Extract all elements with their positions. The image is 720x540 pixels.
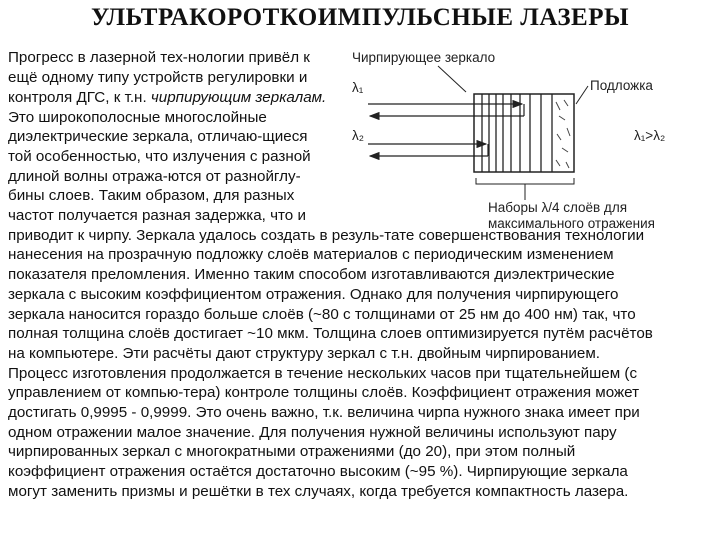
substrate-pointer-line xyxy=(576,86,588,104)
label-lambda1: λ₁ xyxy=(352,80,364,95)
label-lambda-relation: λ₁>λ₂ xyxy=(634,128,666,143)
mirror-pointer-line xyxy=(438,66,466,92)
paragraph-line: на компьютере. Эти расчёты дают структуру зеркал с т.н. двойным чирпированием. xyxy=(8,345,601,362)
paragraph-line: Это широкополосные многослойные xyxy=(8,109,267,126)
caption-line: максимального отражения xyxy=(488,216,655,231)
paragraph-line: приводит к чирпу. Зеркала удалось создать в резуль-тате совершенствования технологии xyxy=(8,227,645,244)
paragraph-line: могут заменить призмы и решётки в тех случаях, когда требуется компактность лазера. xyxy=(8,483,629,500)
paragraph-line: полная толщина слоёв достигает ~10 мкм. Толщина слоев оптимизируется путём расчётов xyxy=(8,325,653,342)
chirped-mirror-diagram xyxy=(346,44,692,234)
italic-term: чирпирующим зеркалам. xyxy=(150,89,327,106)
paragraph-line: нанесения на прозрачную подложку слоёв материалов с периодическим изменением xyxy=(8,246,614,263)
paragraph-line: коэффициент отражения остаётся достаточно высоким (~95 %). Чирпирующие зеркала xyxy=(8,463,628,480)
paragraph-line-text: контроля ДГС, к т.н. xyxy=(8,89,151,106)
caption-line: Наборы λ/4 слоёв для xyxy=(488,200,628,215)
paragraph-line: частот получается разная задержка, что и xyxy=(8,207,306,224)
paragraph-line: Процесс изготовления продолжается в течение нескольких часов при тщательнейшем (с xyxy=(8,365,638,382)
label-substrate: Подложка xyxy=(590,78,653,93)
paragraph-line: управлением от компью-тера) контроле толщины слоёв. Коэффициент отражения может xyxy=(8,384,640,401)
label-chirped-mirror: Чирпирующее зеркало xyxy=(352,50,496,65)
paragraph-line: ещё одному типу устройств регулировки и xyxy=(8,69,308,86)
label-lambda2: λ₂ xyxy=(352,128,364,143)
paragraph-line: одном отражении малое значение. Для получения нужной величины используют пару xyxy=(8,424,617,441)
paragraph-line: достигать 0,9995 - 0,9999. Это очень важно, т.к. величина чирпа нужного знака имеет при xyxy=(8,404,640,421)
layer-set-bracket xyxy=(476,178,574,200)
paragraph-line: зеркала наносится гораздо больше слоёв (~80 с толщинами от 25 нм до 400 нм) так, что xyxy=(8,306,636,323)
paragraph-line: Прогресс в лазерной тех-нологии привёл к xyxy=(8,49,310,66)
paragraph-line: той особенностью, что излучения с разной xyxy=(8,148,311,165)
lambda2-ray xyxy=(368,144,488,156)
paragraph-line: зеркала с высоким коэффициентом отражения. Однако для получения чирпирующего xyxy=(8,286,619,303)
slide-title: УЛЬТРАКОРОТКОИМПУЛЬСНЫЕ ЛАЗЕРЫ xyxy=(90,4,630,31)
caption-line xyxy=(488,234,655,235)
paragraph-line xyxy=(8,88,326,108)
paragraph-line: бины слоев. Таким образом, для разных xyxy=(8,187,295,204)
paragraph-line: диэлектрические зеркала, отличаю-щиеся xyxy=(8,128,308,145)
caption-overflow xyxy=(346,234,692,256)
paragraph-line: длиной волны отража-ются от разнойглу- xyxy=(8,168,301,185)
paragraph-line: чирпированных зеркал с многократными отражениями (до 20), при этом полный xyxy=(8,443,576,460)
paragraph-line: показателя преломления. Именно таким способом изготавливаются диэлектрические xyxy=(8,266,615,283)
